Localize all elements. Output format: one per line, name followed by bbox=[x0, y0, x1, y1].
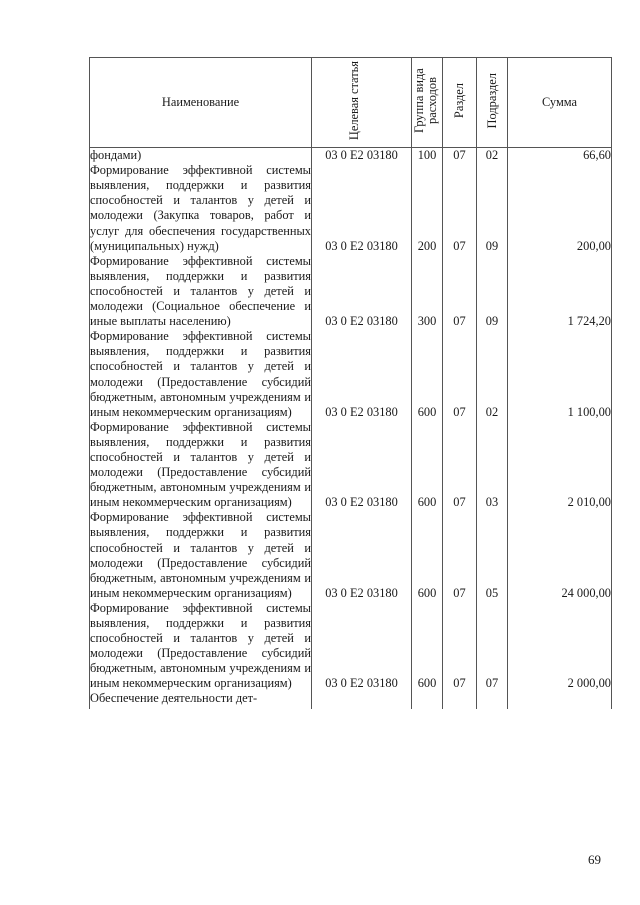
row-name: фондами) bbox=[90, 148, 312, 164]
row-code: 03 0 Е2 03180 bbox=[312, 148, 412, 164]
table-row bbox=[90, 510, 612, 601]
row-name: Формирование эффективной системы выявления, поддержки и развития способностей и талантов у детей и молодежи (Предоставление субсидий бюджетным, автономным учреждениям и иным некоммерческим организациям) bbox=[90, 510, 311, 600]
row-section: 07 bbox=[443, 329, 477, 420]
table-row bbox=[90, 420, 612, 511]
row-name: Формирование эффективной системы выявления, поддержки и развития способностей и талантов у детей и молодежи (Социальное обеспечение и иные выплаты населению) bbox=[90, 253, 311, 329]
row-code: 03 0 Е2 03180 bbox=[312, 601, 412, 692]
row-subsection: 09 bbox=[477, 254, 508, 329]
row-section: 07 bbox=[443, 148, 477, 164]
budget-table bbox=[89, 57, 612, 709]
table-header-row bbox=[90, 58, 612, 148]
row-subsection: 02 bbox=[477, 329, 508, 420]
row-name: Формирование эффективной системы выявления, поддержки и развития способностей и талантов у детей и молодежи (Предоставление субсидий бюджетным, автономным учреждениям и иным некоммерческим организациям) bbox=[90, 419, 311, 510]
header-target-article: Целевая статья bbox=[312, 58, 412, 148]
row-name: Формирование эффективной системы выявления, поддержки и развития способностей и талантов у детей и молодежи (Предоставление субсидий бюджетным, автономным учреждениям и иным некоммерческим организациям) bbox=[90, 329, 311, 419]
row-name: Формирование эффективной системы выявления, поддержки и развития способностей и талантов у детей и молодежи (Предоставление субсидий бюджетным, автономным учреждениям и иным некоммерческим организациям) bbox=[90, 600, 311, 691]
row-group: 600 bbox=[412, 510, 443, 601]
table-row bbox=[90, 691, 612, 709]
row-section: 07 bbox=[443, 510, 477, 601]
row-subsection: 05 bbox=[477, 510, 508, 601]
row-section: 07 bbox=[443, 254, 477, 329]
row-subsection: 09 bbox=[477, 163, 508, 254]
row-code: 03 0 Е2 03180 bbox=[312, 163, 412, 254]
header-amount: Сумма bbox=[508, 58, 612, 148]
row-amount: 2 000,00 bbox=[508, 601, 612, 692]
row-subsection: 02 bbox=[477, 148, 508, 164]
header-subsection: Подраздел bbox=[477, 58, 508, 148]
table-row bbox=[90, 163, 612, 254]
row-code: 03 0 Е2 03180 bbox=[312, 254, 412, 329]
row-group: 600 bbox=[412, 601, 443, 692]
table-row bbox=[90, 254, 612, 329]
row-section: 07 bbox=[443, 601, 477, 692]
row-section bbox=[443, 691, 477, 709]
row-section: 07 bbox=[443, 163, 477, 254]
header-expense-group: Группа вида расходов bbox=[412, 58, 443, 148]
row-section: 07 bbox=[443, 420, 477, 511]
table-row bbox=[90, 148, 612, 164]
row-group: 300 bbox=[412, 254, 443, 329]
header-name: Наименование bbox=[90, 58, 312, 148]
row-subsection: 03 bbox=[477, 420, 508, 511]
page-number: 69 bbox=[588, 852, 601, 867]
row-code: 03 0 Е2 03180 bbox=[312, 329, 412, 420]
row-subsection: 07 bbox=[477, 601, 508, 692]
row-amount: 1 100,00 bbox=[508, 329, 612, 420]
row-group bbox=[412, 691, 443, 709]
row-subsection bbox=[477, 691, 508, 709]
row-code bbox=[312, 691, 412, 709]
table-row bbox=[90, 601, 612, 692]
row-amount: 2 010,00 bbox=[508, 420, 612, 511]
header-section: Раздел bbox=[443, 58, 477, 148]
row-name: Формирование эффективной системы выявления, поддержки и развития способностей и талантов у детей и молодежи (Закупка товаров, работ и услуг для обеспечения государственных (муниципальных) нужд) bbox=[90, 163, 311, 253]
table-row bbox=[90, 329, 612, 420]
row-group: 100 bbox=[412, 148, 443, 164]
row-code: 03 0 Е2 03180 bbox=[312, 420, 412, 511]
row-name: Обеспечение деятельности дет- bbox=[90, 691, 312, 709]
row-amount: 24 000,00 bbox=[508, 510, 612, 601]
row-group: 600 bbox=[412, 420, 443, 511]
row-amount: 1 724,20 bbox=[508, 254, 612, 329]
row-code: 03 0 Е2 03180 bbox=[312, 510, 412, 601]
row-group: 200 bbox=[412, 163, 443, 254]
row-group: 600 bbox=[412, 329, 443, 420]
row-amount: 200,00 bbox=[508, 163, 612, 254]
row-amount bbox=[508, 691, 612, 709]
row-amount: 66,60 bbox=[508, 148, 612, 164]
